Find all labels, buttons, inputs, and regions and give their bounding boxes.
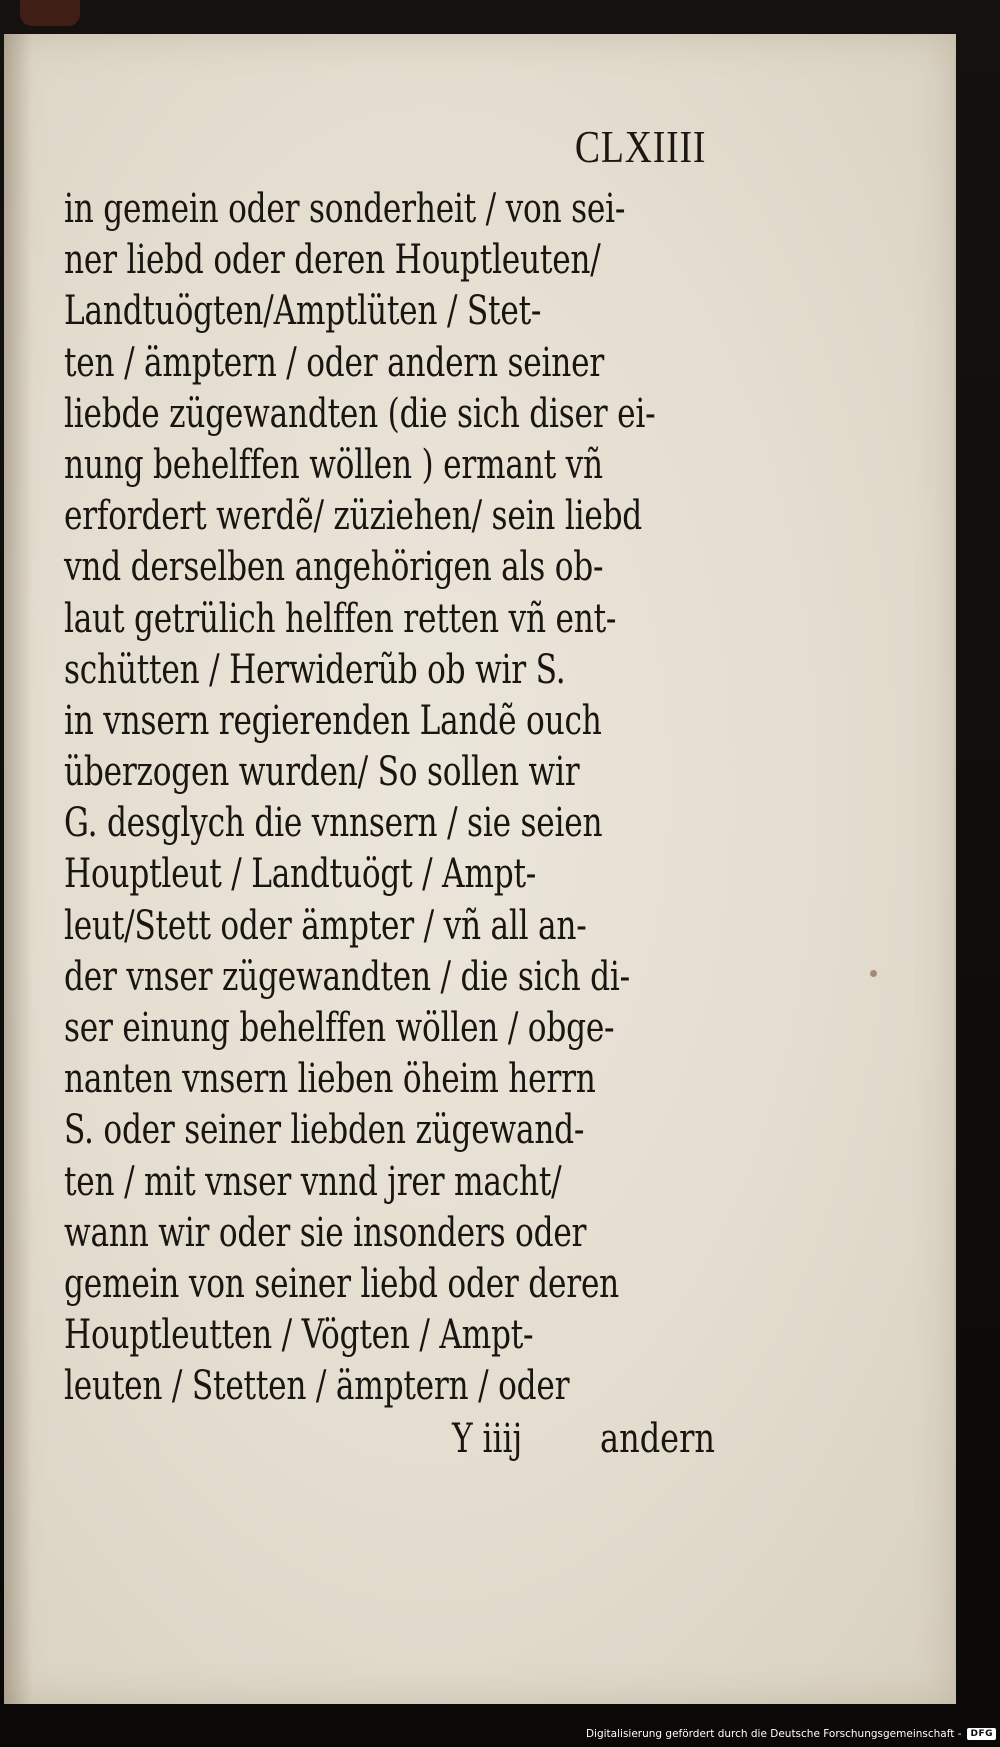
text-line: ten / ämptern / oder andern seiner [64, 339, 605, 386]
text-line: Landtuögten/Amptlüten / Stet- [64, 288, 542, 335]
text-line: ser einung behelffen wöllen / obge- [64, 1005, 615, 1051]
book-page [4, 34, 956, 1704]
text-body [64, 184, 744, 1413]
text-line: wann wir oder sie insonders oder [64, 1209, 587, 1256]
dfg-logo: DFG [967, 1728, 996, 1740]
text-line: S. oder seiner liebden zügewand- [64, 1107, 585, 1154]
text-line: vnd derselben angehörigen als ob- [64, 544, 604, 591]
text-line: überzogen wurden/ So sollen wir [64, 749, 580, 796]
credit-text: Digitalisierung gefördert durch die Deutsche Forschungsgemeinschaft - [585, 1728, 962, 1740]
text-line: in gemein oder sonderheit / von sei- [64, 186, 626, 232]
text-line: leuten / Stetten / ämptern / oder [64, 1363, 570, 1410]
signature-mark: Y iiij [452, 1416, 523, 1462]
text-line: laut getrülich helffen retten vñ ent- [64, 595, 617, 642]
text-line: nanten vnsern lieben öheim herrn [64, 1056, 596, 1103]
text-line: in vnsern regierenden Landẽ ouch [64, 697, 602, 744]
page-gutter-shadow [4, 34, 32, 1704]
text-line: leut/Stett oder ämpter / vñ all an- [64, 902, 587, 949]
digitization-credit [586, 1725, 996, 1743]
text-line: G. desglych die vnnsern / sie seien [64, 800, 603, 847]
text-line: ner liebd oder deren Houptleuten/ [64, 237, 601, 284]
binding-corner [20, 0, 80, 26]
text-line: schütten / Herwiderũb ob wir S. [64, 646, 566, 693]
folio-number: CLXIIII [574, 121, 706, 172]
text-line: gemein von seiner liebd oder deren [64, 1260, 620, 1307]
text-line: Houptleutten / Vögten / Ampt- [64, 1312, 534, 1359]
text-line: nung behelffen wöllen ) ermant vñ [64, 441, 603, 488]
text-line: ten / mit vnser vnnd jrer macht/ [64, 1158, 562, 1205]
text-line: liebde zügewandten (die sich diser ei- [64, 390, 656, 437]
paper-stain [870, 970, 877, 977]
text-line: Houptleut / Landtuögt / Ampt- [64, 851, 537, 898]
catchword: andern [600, 1416, 716, 1462]
text-line: erfordert werdẽ/ züziehen/ sein liebd [64, 493, 643, 540]
signature-catchword-line [452, 1413, 752, 1465]
text-line: der vnser zügewandten / die sich di- [64, 953, 630, 1000]
